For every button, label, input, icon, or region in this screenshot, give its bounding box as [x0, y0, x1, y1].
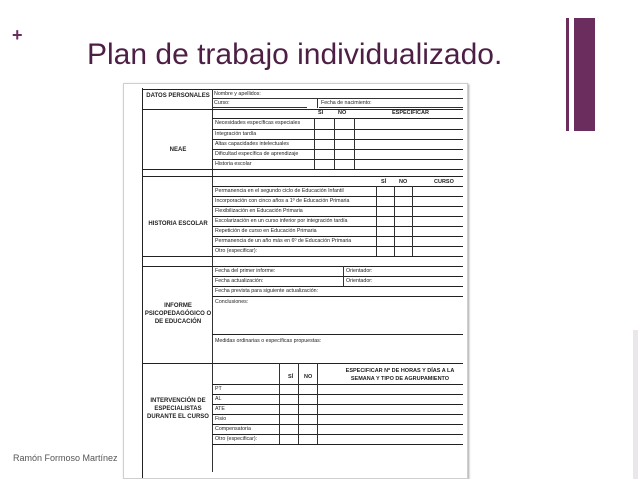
fecha-actualizacion: Fecha actualización: [215, 278, 264, 284]
divider [212, 384, 463, 385]
historia-item: Incorporación con cinco años a 1º de Educación Primaria [215, 198, 350, 204]
intervencion-item: Compensatoria [215, 426, 251, 432]
informe-label: INFORME PSICOPEDAGÓGICO O DE EDUCACIÓN [144, 303, 212, 325]
neae-item: Necesidades específicas especiales [215, 120, 301, 126]
datos-personales-label: DATOS PERSONALES [146, 93, 210, 99]
historia-item: Flexibilización en Educación Primaria [215, 208, 303, 214]
decorative-bar-thin [566, 18, 569, 131]
divider [142, 266, 463, 267]
historia-item: Escolarización en un curso inferior por integración tardía [215, 218, 348, 224]
historia-item: Permanencia en el segundo ciclo de Educación Infantil [215, 188, 344, 194]
divider [212, 334, 463, 335]
intervencion-item: ATE [215, 406, 225, 412]
historia-col-si: SÍ [381, 179, 387, 185]
plus-icon: + [12, 25, 23, 45]
fecha-primer-informe: Fecha del primer informe: [215, 268, 276, 274]
neae-item: Dificultad específica de aprendizaje [215, 151, 299, 157]
divider [212, 129, 463, 130]
intervencion-item: Fisio [215, 416, 227, 422]
divider [212, 196, 463, 197]
neae-col-no: NO [338, 110, 347, 116]
intervencion-col-no: NO [304, 374, 313, 380]
divider [142, 363, 463, 364]
divider [212, 276, 463, 277]
divider [317, 99, 318, 108]
divider [212, 414, 463, 415]
divider [212, 424, 463, 425]
fecha-nacimiento-field: Fecha de nacimiento: [319, 99, 463, 108]
divider [212, 444, 463, 445]
historia-item: Repetición de curso en Educación Primaria [215, 228, 317, 234]
fecha-siguiente: Fecha prevista para siguiente actualización: [215, 288, 319, 294]
divider [317, 363, 318, 444]
intervencion-col-especificar: ESPECIFICAR Nº DE HORAS Y DÍAS A LA SEMANA Y TIPO DE AGRUPAMIENTO [345, 368, 455, 382]
historia-item: Permanencia de un año más en 6º de Educación Primaria [215, 238, 352, 244]
decorative-edge [633, 330, 638, 479]
historia-item: Otro (especificar): [215, 248, 258, 254]
divider [212, 404, 463, 405]
divider [142, 256, 463, 257]
divider [212, 286, 463, 287]
form-document-image [123, 83, 468, 479]
divider [376, 186, 377, 256]
divider [212, 149, 463, 150]
nombre-field: Nombre y apellidos: [212, 90, 463, 99]
divider [212, 296, 463, 297]
medidas: Medidas ordinarias o específicas propuestas: [215, 338, 322, 344]
neae-item: Altas capacidades intelectuales [215, 141, 289, 147]
intervencion-item: PT [215, 386, 222, 392]
intervencion-item: AL [215, 396, 222, 402]
form-left-border [142, 88, 143, 478]
divider [212, 159, 463, 160]
decorative-bar-thick [574, 18, 595, 131]
divider [394, 186, 395, 256]
divider [412, 186, 413, 256]
conclusiones: Conclusiones: [215, 299, 249, 305]
intervencion-col-si: SÍ [288, 374, 294, 380]
footer-author: Ramón Formoso Martínez [13, 453, 118, 463]
divider [212, 206, 463, 207]
historia-col-no: NO [399, 179, 408, 185]
divider [212, 226, 463, 227]
intervencion-label: INTERVENCIÓN DE ESPECIALISTAS DURANTE EL CURSO [147, 398, 209, 420]
divider [212, 236, 463, 237]
divider [212, 216, 463, 217]
intervencion-item: Otro (especificar): [215, 436, 258, 442]
divider [212, 394, 463, 395]
neae-col-si: SÍ [318, 110, 324, 116]
divider [212, 139, 463, 140]
divider [279, 363, 280, 444]
divider [298, 363, 299, 444]
historia-col-curso: CURSO [434, 179, 454, 185]
neae-label: NEAE [169, 147, 187, 153]
divider [334, 118, 335, 169]
divider [212, 186, 463, 187]
divider [212, 434, 463, 435]
slide-title: Plan de trabajo individualizado. [87, 38, 503, 71]
orientador-2: Orientador: [346, 278, 373, 284]
divider [142, 176, 463, 177]
neae-item: Integración tardía [215, 131, 257, 137]
historia-escolar-label: HISTORIA ESCOLAR [148, 221, 208, 227]
divider [212, 118, 463, 119]
divider [314, 118, 315, 169]
divider [142, 169, 463, 170]
divider [354, 118, 355, 169]
neae-item: Historia escolar [215, 161, 252, 167]
neae-col-especificar: ESPECIFICAR [392, 110, 429, 116]
curso-field: Curso: [212, 99, 307, 108]
divider [212, 246, 463, 247]
orientador-1: Orientador: [346, 268, 373, 274]
